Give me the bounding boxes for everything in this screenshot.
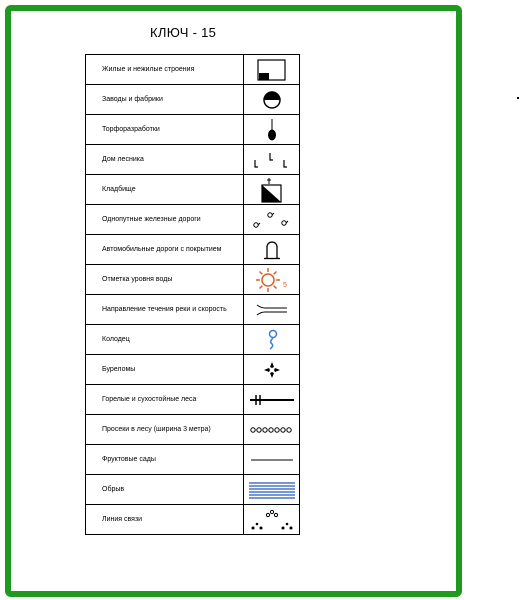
legend-label: Буреломы [86, 355, 244, 385]
legend-row [86, 475, 300, 505]
cemetery-icon [244, 175, 300, 205]
legend-table [85, 54, 300, 535]
legend-label: Направление течения реки и скорость [86, 295, 244, 325]
legend-row [86, 115, 300, 145]
legend-row [86, 445, 300, 475]
legend-row [86, 415, 300, 445]
legend-label: Заводы и фабрики [86, 85, 244, 115]
legend-label: Горелые и сухостойные леса [86, 385, 244, 415]
legend-row [86, 85, 300, 115]
legend-row [86, 205, 300, 235]
legend-row [86, 55, 300, 85]
windfall-icon [244, 355, 300, 385]
forester-house-icon [244, 145, 300, 175]
legend-label: Однопутные железные дороги [86, 205, 244, 235]
legend-row [86, 355, 300, 385]
legend-label: Кладбище [86, 175, 244, 205]
page-title: КЛЮЧ - 15 [150, 25, 217, 40]
legend-row [86, 235, 300, 265]
legend-label: Жилые и нежилые строения [86, 55, 244, 85]
legend-row [86, 295, 300, 325]
legend-row [86, 175, 300, 205]
well-icon [244, 325, 300, 355]
communication-line-icon [244, 505, 300, 535]
forest-clearing-icon [244, 415, 300, 445]
legend-row [86, 325, 300, 355]
legend-label: Автомобильные дороги с покрытием [86, 235, 244, 265]
paved-road-icon [244, 235, 300, 265]
cliff-icon [244, 475, 300, 505]
water-level-mark-icon [244, 265, 300, 295]
legend-row [86, 505, 300, 535]
legend-label: Обрыв [86, 475, 244, 505]
orchard-icon [244, 445, 300, 475]
river-flow-icon [244, 295, 300, 325]
legend-label: Дом лесника [86, 145, 244, 175]
stray-dot [517, 97, 519, 99]
factory-icon [244, 85, 300, 115]
peat-extraction-icon [244, 115, 300, 145]
water-level-value: 5 [282, 281, 287, 289]
single-track-railway-icon [244, 205, 300, 235]
burnt-forest-icon [244, 385, 300, 415]
legend-row [86, 145, 300, 175]
building-icon [244, 55, 300, 85]
legend-label: Отметка уровня воды [86, 265, 244, 295]
legend-label: Просеки в лесу (ширина 3 метра) [86, 415, 244, 445]
legend-label: Линия связи [86, 505, 244, 535]
legend-label: Фруктовые сады [86, 445, 244, 475]
legend-row [86, 385, 300, 415]
legend-label: Колодец [86, 325, 244, 355]
legend-label: Торфоразработки [86, 115, 244, 145]
legend-row [86, 265, 300, 295]
